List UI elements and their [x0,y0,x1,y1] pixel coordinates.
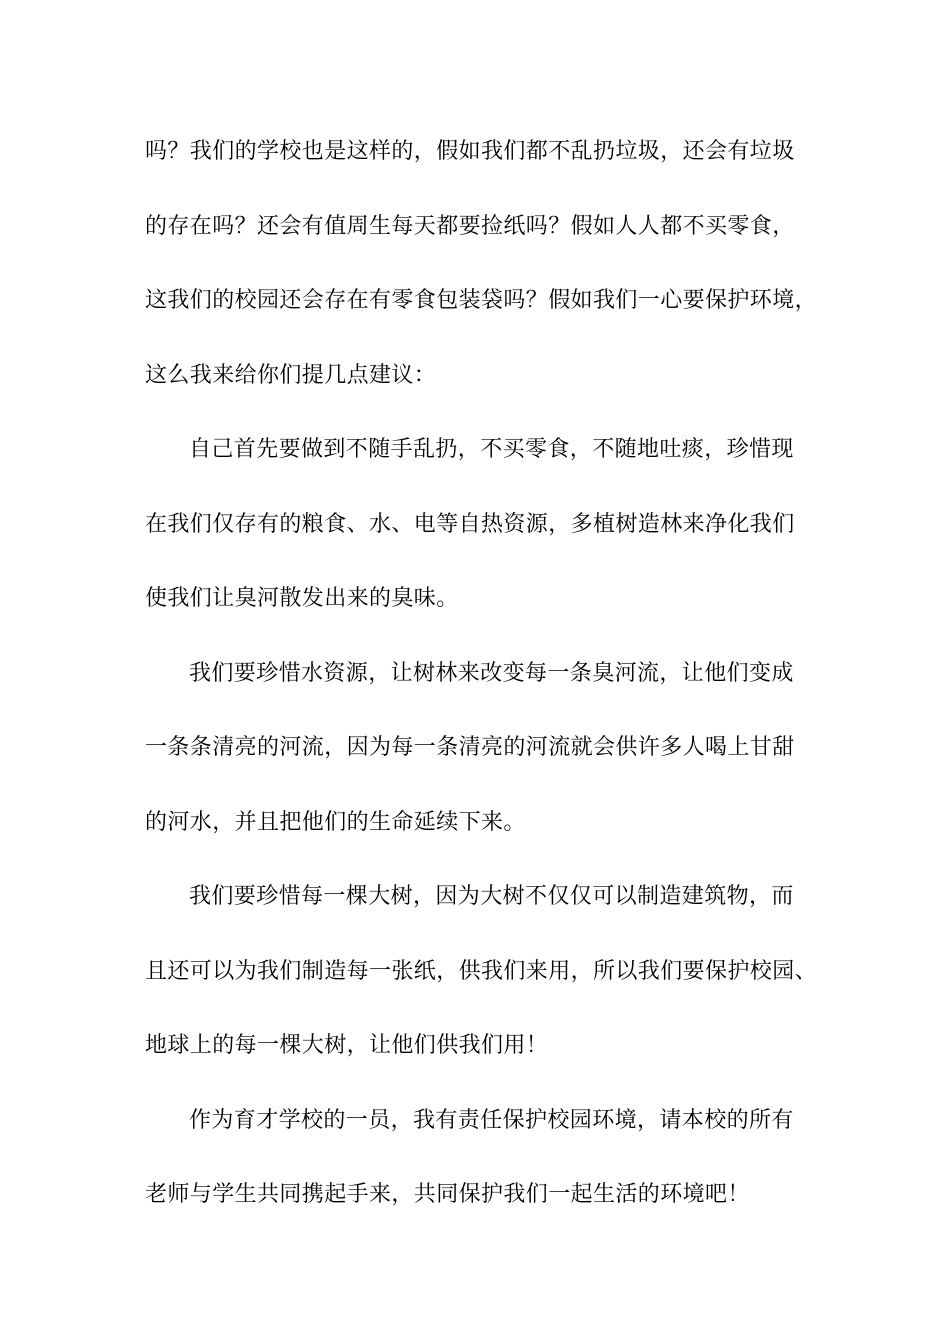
paragraph-first-line: 我们要珍惜每一棵大树，因为大树不仅仅可以制造建筑物，而 [189,884,794,909]
text-line: 的河水，并且把他们的生命延续下来。 [145,809,526,835]
paragraph-first-line: 自己首先要做到不随手乱扔，不买零食，不随地吐痰，珍惜现 [189,437,794,462]
paragraph-first-line: 我们要珍惜水资源，让树林来改变每一条臭河流，让他们变成 [189,660,794,686]
text-line: 在我们仅存有的粮食、水、电等自热资源，多植树造林来净化我们 [145,511,795,537]
text-line: 这么我来给你们提几点建议： [145,362,437,388]
text-line: 这我们的校园还会存在有零食包装袋吗？假如我们一心要保护环境， [145,288,818,313]
document-body [145,127,835,1245]
text-line: 一条条清亮的河流，因为每一条清亮的河流就会供许多人喝上甘甜 [145,735,795,760]
text-line: 且还可以为我们制造每一张纸，供我们来用，所以我们要保护校园、 [145,958,818,984]
text-line: 使我们让臭河散发出来的臭味。 [145,586,459,611]
paragraph-first-line: 作为育才学校的一员，我有责任保护校园环境，请本校的所有 [189,1107,794,1133]
text-line: 吗？我们的学校也是这样的，假如我们都不乱扔垃圾，还会有垃圾 [145,139,795,164]
text-line: 的存在吗？还会有值周生每天都要捡纸吗？假如人人都不买零食， [145,213,795,239]
text-line: 地球上的每一棵大树，让他们供我们用！ [145,1033,549,1058]
text-line: 老师与学生共同携起手来，共同保护我们一起生活的环境吧！ [145,1182,750,1207]
